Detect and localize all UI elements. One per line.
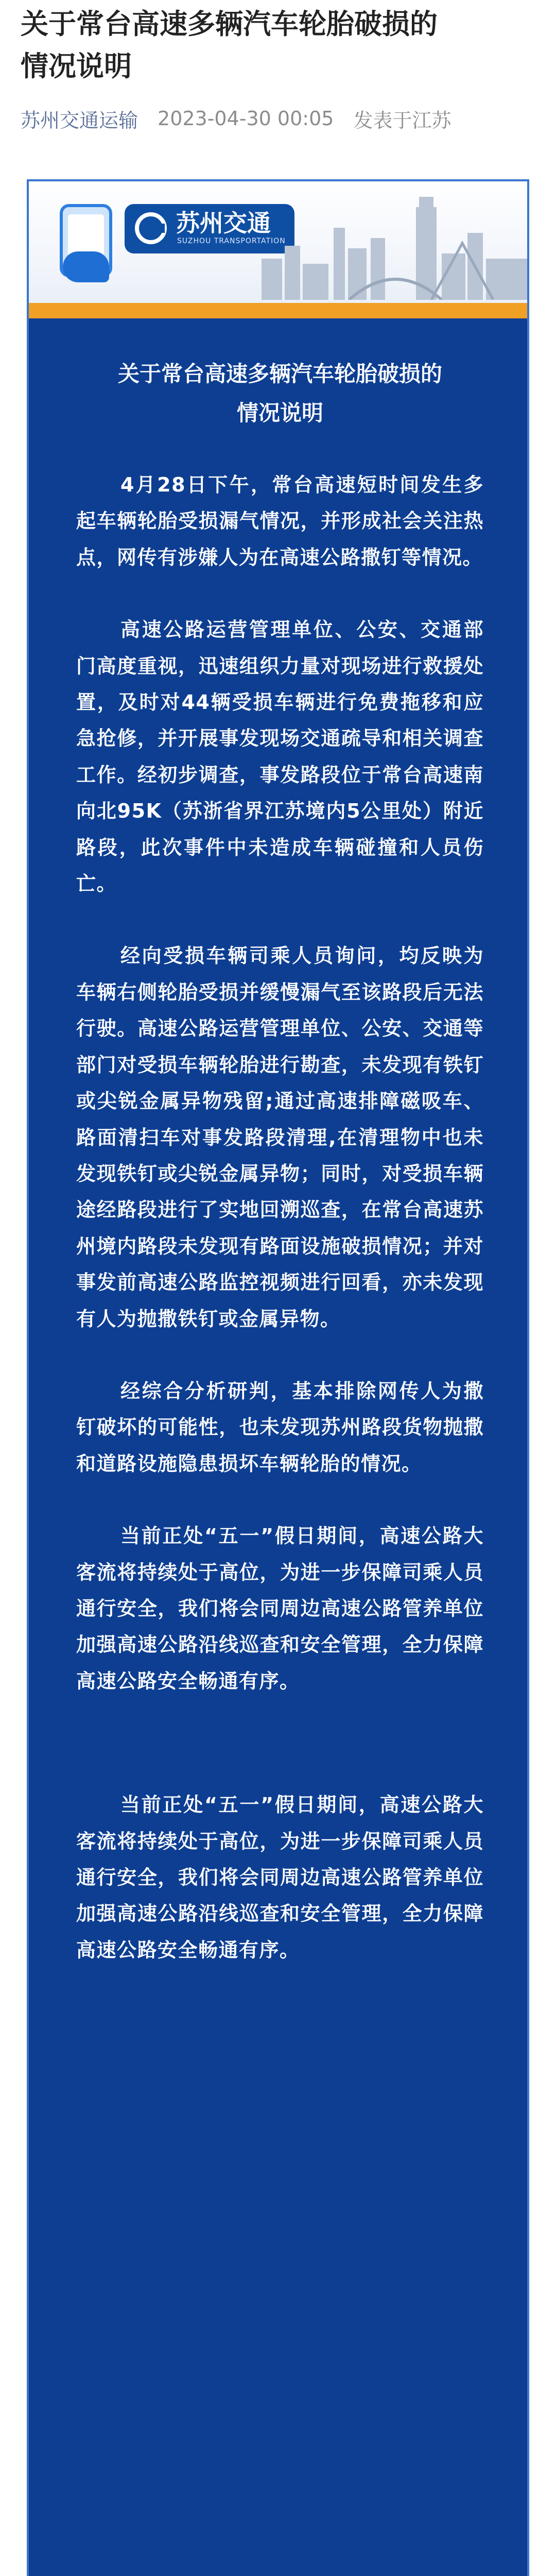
article-title-line-2: 情况说明 <box>21 50 132 82</box>
logo-name: 苏州交通 <box>176 209 271 237</box>
paragraph-3: 经向受损车辆司乘人员询问，均反映为车辆右侧轮胎受损并缓慢漏气至该路段后无法行驶。高速公路运营管理单位、公安、交通等部门对受损车辆轮胎进行勘查，未发现有铁钉或尖锐金属异物残留;通过高速排障磁吸车、路面清扫车对事发路段清理,在清理物中也未发现铁钉或尖锐金属异物；同时，对受损车辆途经路段进行了实地回溯巡查，在常台高速苏州境内路段未发现有路面设施破损情况；并对事发前高速公路监控视频进行回看，亦未发现有人为抛撒铁钉或金属异物。 <box>76 944 484 1330</box>
article-title <box>0 0 556 88</box>
logo-english-name: SUZHOU TRANSPORTATION <box>177 237 286 245</box>
publish-location: 发表于江苏 <box>353 109 451 132</box>
article-title-line-1: 关于常台高速多辆汽车轮胎破损的 <box>21 8 438 40</box>
paragraph-5: 当前正处“五一”假日期间，高速公路大客流将持续处于高位，为进一步保障司乘人员通行安全，我们将会同周边高速公路管养单位加强高速公路沿线巡查和安全管理，全力保障高速公路安全畅通有序。 <box>76 1524 484 1692</box>
paragraph-4: 经综合分析研判，基本排除网传人为撒钉破坏的可能性，也未发现苏州路段货物抛撒和道路设施隐患损坏车辆轮胎的情况。 <box>76 1379 484 1475</box>
logo-mark-icon <box>135 212 167 244</box>
notice-title-line-1: 关于常台高速多辆汽车轮胎破损的 <box>117 361 442 386</box>
hand-icon <box>63 251 109 282</box>
header-banner <box>27 179 529 318</box>
city-skyline-icon <box>262 197 529 300</box>
notice-title-line-2: 情况说明 <box>236 400 323 426</box>
notice-title <box>76 354 484 433</box>
paragraph-1: 4月28日下午，常台高速短时间发生多起车辆轮胎受损漏气情况，并形成社会关注热点，网传有涉嫌人为在高速公路撒钉等情况。 <box>76 473 484 569</box>
account-name-link[interactable]: 苏州交通运输 <box>21 109 138 132</box>
publish-datetime: 2023-04-30 00:05 <box>158 107 334 130</box>
notice-card <box>27 179 529 2576</box>
notice-content <box>76 354 484 1968</box>
paragraph-6: 当前正处“五一”假日期间，高速公路大客流将持续处于高位，为进一步保障司乘人员通行安全，我们将会同周边高速公路管养单位加强高速公路沿线巡查和安全管理，全力保障高速公路安全畅通有序。 <box>76 1793 484 1961</box>
paragraph-2: 高速公路运营管理单位、公安、交通部门高度重视，迅速组织力量对现场进行救援处置，及时对44辆受损车辆进行免费拖移和应急抢修，并开展事发现场交通疏导和相关调查工作。经初步调查，事发路段位于常台高速南向北95K（苏浙省界江苏境内5公里处）附近路段，此次事件中未造成车辆碰撞和人员伤亡。 <box>76 618 484 895</box>
article-meta <box>0 88 556 134</box>
banner-accent-strip <box>27 303 529 318</box>
